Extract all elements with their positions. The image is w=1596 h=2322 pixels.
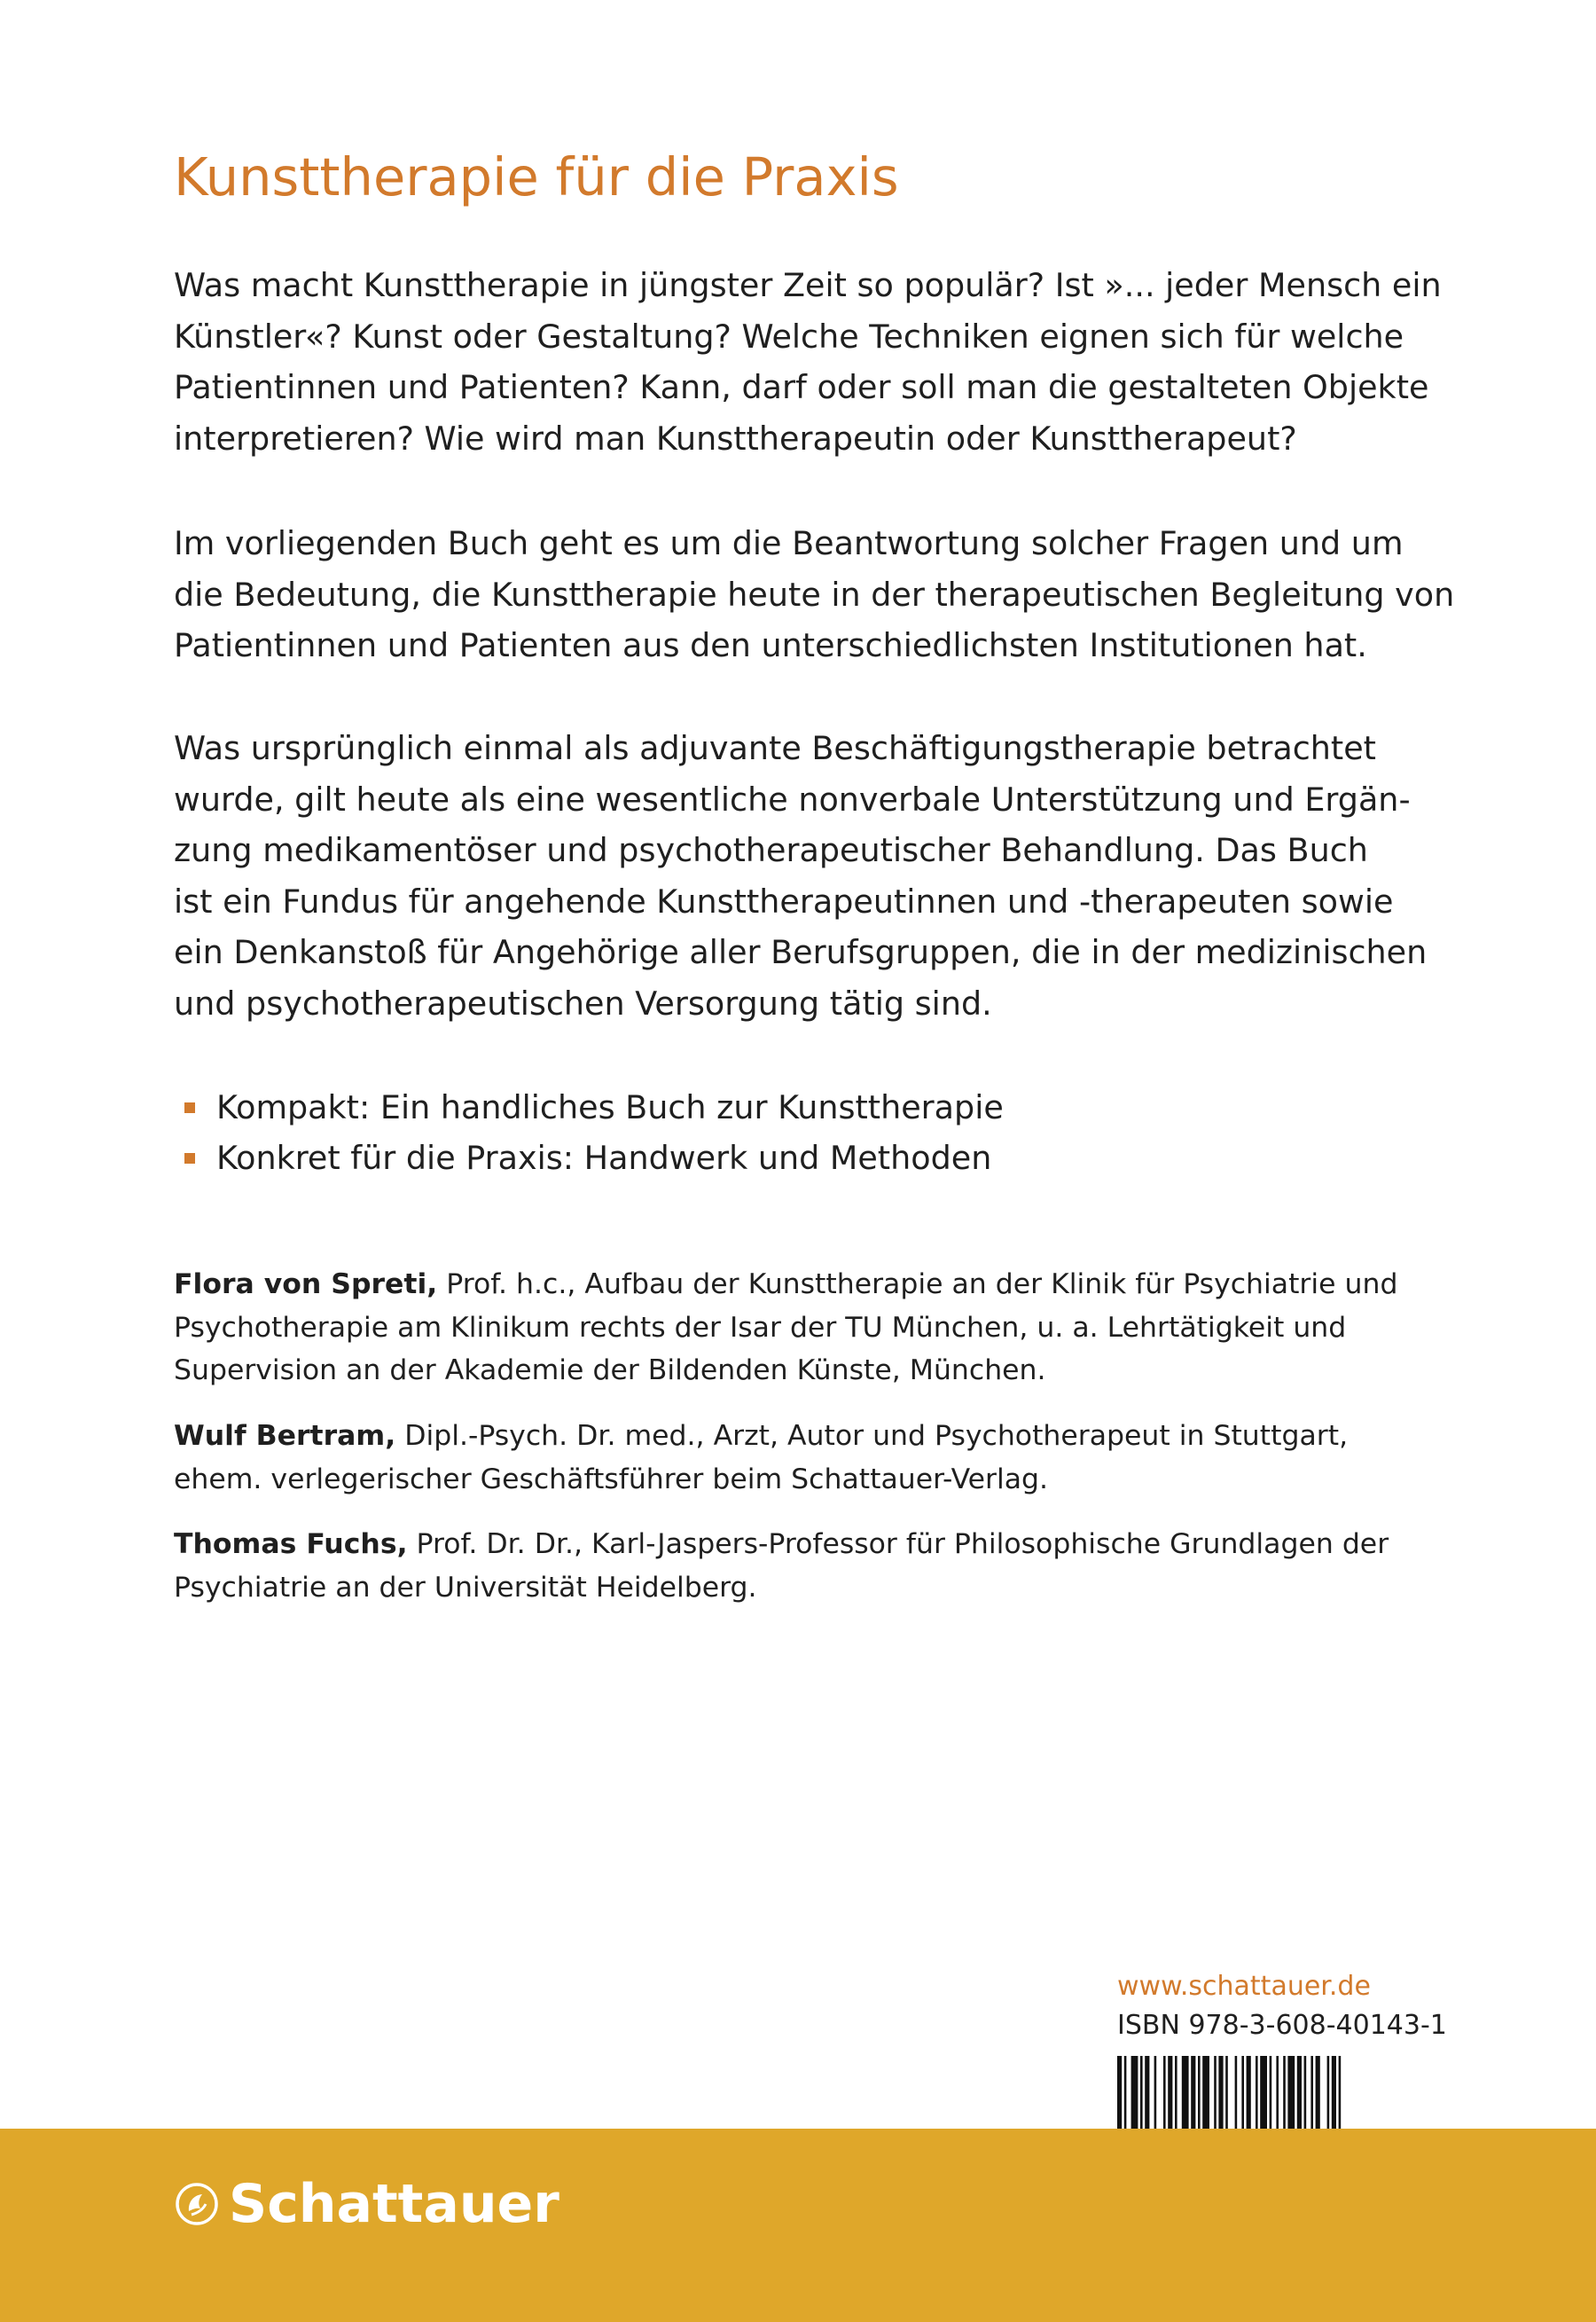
text-line: Künstler«? Kunst oder Gestaltung? Welche Techniken eignen sich für welche [174, 317, 1404, 356]
publisher-url[interactable]: www.schattauer.de [1117, 1971, 1371, 2002]
text-line: ein Denkanstoß für Angehörige aller Berufsgruppen, die in der medizinischen [174, 933, 1428, 971]
author-text: Prof. Dr. Dr., Karl-Jaspers-Professor für Philosophische Grundlagen der [407, 1528, 1389, 1560]
barcode-bar [1145, 2056, 1149, 2129]
text-line: und psychotherapeutischen Versorgung tätig sind. [174, 984, 992, 1023]
barcode-bar [1218, 2056, 1223, 2129]
text-line: Supervision an der Akademie der Bildenden Künste, München. [174, 1354, 1046, 1386]
barcode-bar [1247, 2056, 1251, 2129]
text-line [174, 1415, 1424, 1458]
description-paragraph-3 [174, 723, 1428, 1029]
barcode-bar [1297, 2056, 1302, 2129]
barcode-bar [1304, 2056, 1307, 2129]
barcode-bar [1202, 2056, 1209, 2129]
text-line: Im vorliegenden Buch geht es um die Beantwortung solcher Fragen und um [174, 524, 1404, 562]
text-line: Was ursprünglich einmal als adjuvante Beschäftigungstherapie betrachtet [174, 729, 1376, 767]
text-line: die Bedeutung, die Kunsttherapie heute in der therapeutischen Begleitung von [174, 575, 1455, 614]
barcode-bar [1124, 2056, 1127, 2129]
barcode-bar [1270, 2056, 1272, 2129]
barcode-bar [1310, 2056, 1313, 2129]
list-item-text: Kompakt: Ein handliches Buch zur Kunsttherapie [216, 1088, 1004, 1126]
barcode-bar [1276, 2056, 1279, 2129]
barcode-bar [1168, 2056, 1172, 2129]
bullet-square-icon [184, 1102, 195, 1113]
publisher-logo [174, 2173, 559, 2235]
text-line: Psychiatrie an der Universität Heidelberg. [174, 1571, 757, 1604]
barcode-bar [1131, 2056, 1138, 2129]
author-text: Dipl.-Psych. Dr. med., Arzt, Autor und Psychotherapeut in Stuttgart, [395, 1420, 1349, 1452]
text-line: Was macht Kunsttherapie in jüngster Zeit so populär? Ist »... jeder Mensch ein [174, 266, 1442, 304]
text-line: interpretieren? Wie wird man Kunsttherapeutin oder Kunsttherapeut? [174, 419, 1297, 458]
text-line [174, 1523, 1424, 1566]
author-name: Wulf Bertram, [174, 1420, 396, 1452]
text-line: Patientinnen und Patienten? Kann, darf oder soll man die gestalteten Objekte [174, 368, 1429, 406]
description-paragraph-1 [174, 260, 1442, 464]
author-bio-spreti [174, 1263, 1424, 1392]
barcode-bar [1182, 2056, 1189, 2129]
description-paragraph-2 [174, 518, 1455, 671]
author-bio-fuchs [174, 1523, 1424, 1609]
text-line: ist ein Fundus für angehende Kunsttherapeutinnen und -therapeuten sowie [174, 882, 1394, 921]
feature-list [174, 1082, 1004, 1183]
book-title: Kunsttherapie für die Praxis [174, 146, 899, 208]
barcode-bar [1154, 2056, 1157, 2129]
barcode-bar [1191, 2056, 1195, 2129]
text-line [174, 1263, 1424, 1306]
barcode-bar [1327, 2056, 1330, 2129]
list-item [174, 1133, 1004, 1183]
barcode-bar [1140, 2056, 1143, 2129]
barcode-bar [1260, 2056, 1267, 2129]
list-item [174, 1082, 1004, 1133]
text-line: Patientinnen und Patienten aus den unterschiedlichsten Institutionen hat. [174, 626, 1367, 664]
barcode-bar [1241, 2056, 1244, 2129]
barcode-bar [1225, 2056, 1228, 2129]
barcode-bar [1163, 2056, 1166, 2129]
barcode-bar [1283, 2056, 1286, 2129]
text-line: ehem. verlegerischer Geschäftsführer beim Schattauer-Verlag. [174, 1463, 1049, 1495]
barcode-bar [1339, 2056, 1342, 2129]
barcode-bar [1117, 2056, 1122, 2129]
barcode-bar [1256, 2056, 1258, 2129]
barcode-bar [1214, 2056, 1217, 2129]
barcode-bar [1287, 2056, 1295, 2129]
publisher-emblem-icon [174, 2181, 220, 2227]
publisher-footer-band [0, 2129, 1596, 2322]
barcode-bar [1332, 2056, 1336, 2129]
text-line: zung medikamentöser und psychotherapeutischer Behandlung. Das Buch [174, 831, 1368, 869]
list-item-text: Konkret für die Praxis: Handwerk und Methoden [216, 1139, 992, 1177]
barcode-bar [1175, 2056, 1177, 2129]
barcode-bar [1316, 2056, 1320, 2129]
barcode-bar [1235, 2056, 1238, 2129]
author-name: Flora von Spreti, [174, 1268, 438, 1300]
author-name: Thomas Fuchs, [174, 1528, 408, 1560]
author-text: Prof. h.c., Aufbau der Kunsttherapie an der Klinik für Psychiatrie und [437, 1268, 1398, 1300]
author-bio-bertram [174, 1415, 1424, 1501]
isbn-barcode [1117, 2056, 1424, 2129]
isbn-number: ISBN 978-3-608-40143-1 [1117, 2010, 1447, 2041]
publisher-name: Schattauer [229, 2173, 559, 2235]
barcode-bar [1198, 2056, 1201, 2129]
text-line: wurde, gilt heute als eine wesentliche nonverbale Unterstützung und Ergän- [174, 780, 1411, 819]
text-line: Psychotherapie am Klinikum rechts der Isar der TU München, u. a. Lehrtätigkeit und [174, 1311, 1347, 1344]
bullet-square-icon [184, 1153, 195, 1164]
